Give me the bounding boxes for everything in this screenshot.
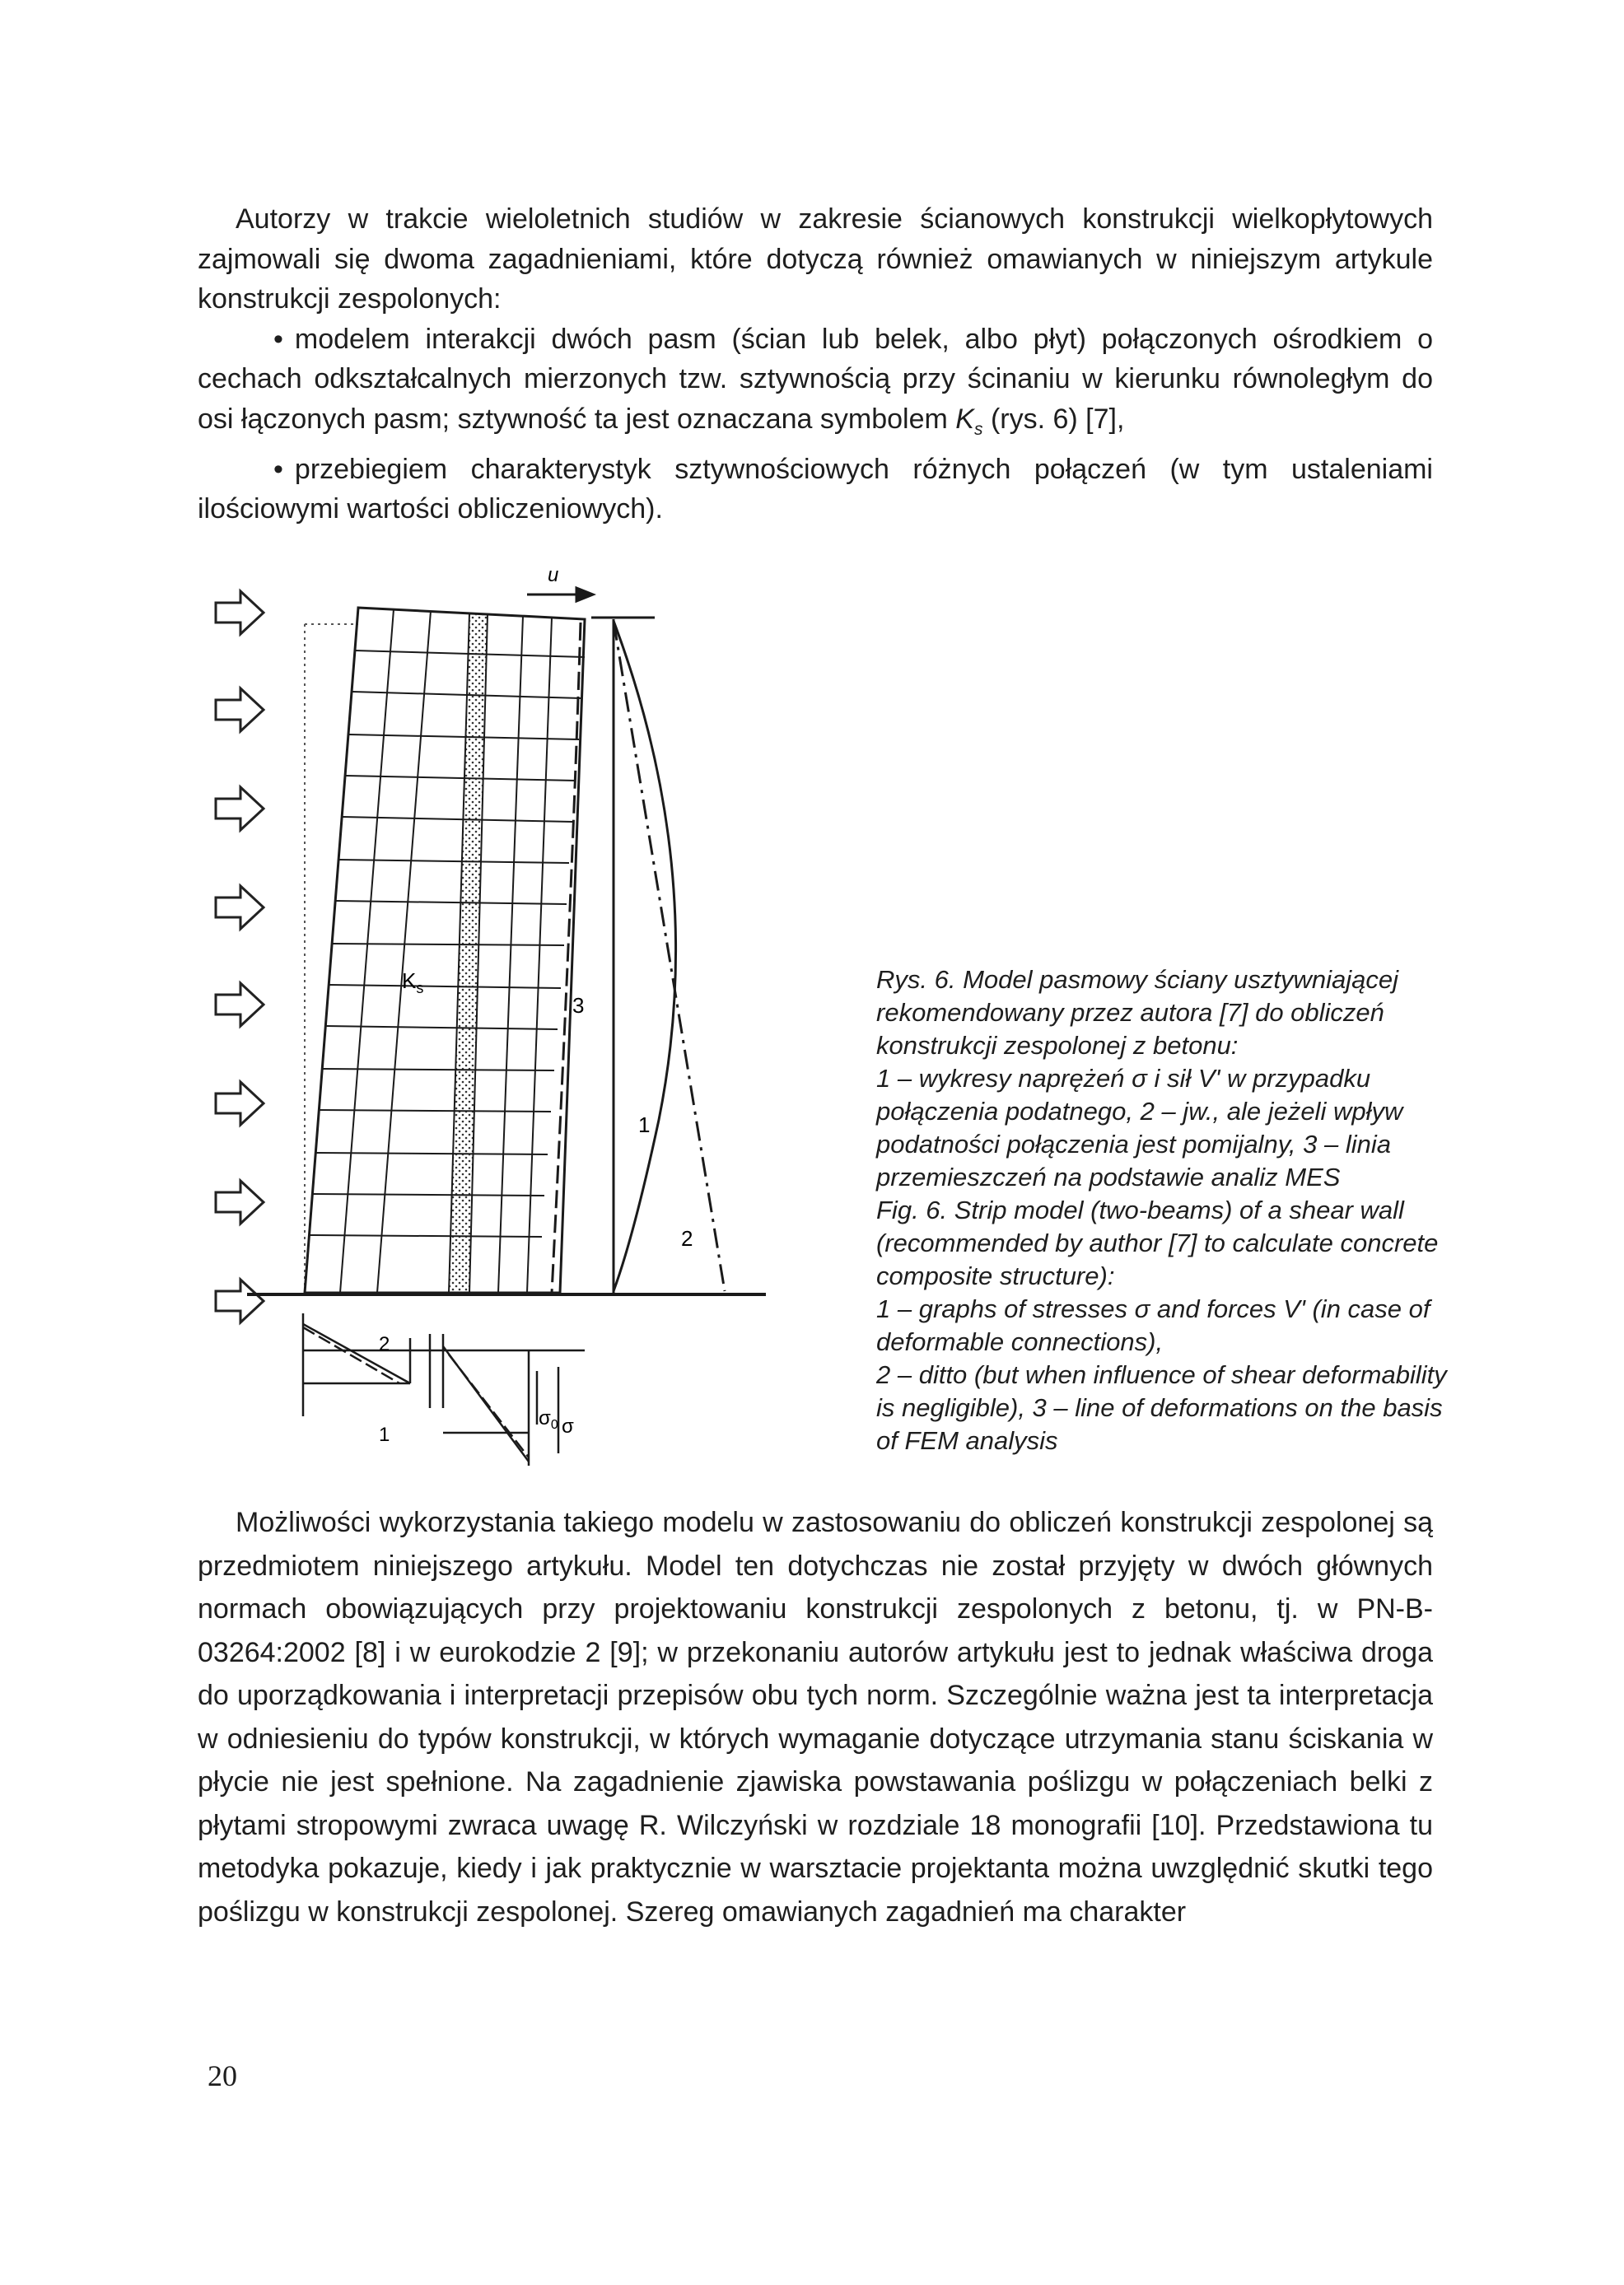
label-ks: $K_s$ (402, 968, 424, 996)
shear-strip (449, 613, 488, 1293)
label-sigma0: $\sigma_0$ (539, 1407, 558, 1432)
bullet-2-text: przebiegiem charakterystyk sztywnościowych różnych połączeń (w tym ustaleniami ilościowymi wartości obliczeniowych). (198, 453, 1433, 525)
load-arrow (216, 886, 264, 929)
label-1-bottom: 1 (379, 1424, 390, 1446)
deformed-wall (305, 608, 601, 1429)
page-number: 20 (208, 2059, 237, 2092)
bottom-stress-diagrams (303, 1313, 585, 1466)
bullet-mark: • (273, 323, 283, 355)
body-paragraph: Możliwości wykorzystania takiego modelu w zastosowaniu do obliczeń konstrukcji zespolonej są przedmiotem niniejszego artykułu. Model ten dotychczas nie został przyjęty w dwóch głównych normach obowiązujących przy projektowaniu konstrukcji zespolonych z betonu, tj. w PN-B-03264:2002 [8] i w eurokodzie 2 [9]; w przekonaniu autorów artykułu jest to jednak właściwa droga do uporządkowania i interpretacji przepisów obu tych norm. Szczególnie ważna jest ta interpretacja w odniesieniu do typów konstrukcji, w których wymaganie dotyczące utrzymania stanu ściskania w płycie nie jest spełnione. Na zagadnienie zjawiska powstawania poślizgu w połączeniach belki z płytami stropowymi zwraca uwagę R. Wilczyński w rozdziale 18 monografii [10]. Przedstawiona tu metodyka pokazuje, kiedy i jak praktycznie w warsztacie projektanta można uwzględnić skutki tego poślizgu w konstrukcji zespolonej. Szereg omawianych zagadnień ma charakter (198, 1507, 1433, 1928)
label-2: 2 (681, 1226, 693, 1251)
displacement-arrow (527, 588, 593, 601)
load-arrows (216, 591, 264, 1322)
label-u: u (548, 564, 559, 586)
ks-symbol: $K_s$ (955, 403, 983, 439)
bullet-mark: • (273, 453, 283, 485)
label-2-bottom: 2 (379, 1333, 390, 1355)
caption-pl-items: 1 – wykresy naprężeń σ i sił V' w przypadku połączenia podatnego, 2 – jw., ale jeżeli wpływ podatności połączenia jest pomijalny, 3 – linia przemieszczeń na podstawie analiz MES (876, 1064, 1403, 1191)
label-1: 1 (638, 1112, 651, 1137)
load-arrow (216, 1280, 264, 1322)
figure-caption (876, 963, 1453, 1457)
load-arrow (216, 787, 264, 830)
load-arrow (216, 1082, 264, 1125)
curve-1 (614, 621, 676, 1291)
stress-graphs (591, 618, 725, 1293)
bullet-item-1 (198, 319, 1433, 450)
caption-en-item-2: 2 – ditto (but when influence of shear deformability is negligible), 3 – line of deformations on the basis of FEM analysis (876, 1360, 1447, 1455)
load-arrow (216, 983, 264, 1026)
intro-text (198, 199, 1433, 529)
strip-model-figure (198, 560, 791, 1490)
bullet-item-2 (198, 450, 1433, 529)
caption-en-item-1: 1 – graphs of stresses σ and forces V' (in case of deformable connections), (876, 1294, 1430, 1356)
load-arrow (216, 688, 264, 731)
load-arrow (216, 1181, 264, 1224)
fem-deformation-line (552, 623, 581, 1293)
bullet-1-text-b: (rys. 6) [7], (990, 403, 1125, 435)
caption-pl: Rys. 6. Model pasmowy ściany usztywniającej rekomendowany przez autora [7] do obliczeń konstrukcji zespolonej z betonu: (876, 965, 1399, 1060)
wall-outline (305, 608, 585, 1293)
bullet-1-text-a: modelem interakcji dwóch pasm (ścian lub belek, albo płyt) połączonych ośrodkiem o cechach odkształcalnych mierzonych tzw. sztywnością przy ścinaniu w kierunku równoległym do osi łączonych pasm; sztywność ta jest oznaczana symbolem (198, 323, 1433, 435)
label-3: 3 (572, 993, 585, 1018)
caption-en: Fig. 6. Strip model (two-beams) of a shear wall (recommended by author [7] to calculate concrete composite structure): (876, 1196, 1439, 1290)
load-arrow (216, 591, 264, 634)
intro-paragraph: Autorzy w trakcie wieloletnich studiów w zakresie ścianowych konstrukcji wielkopłytowych zajmowali się dwoma zagadnieniami, które dotyczą również omawianych w niniejszym artykule konstrukcji zespolonych: (198, 203, 1433, 315)
label-sigma: σ (562, 1415, 574, 1438)
curve-2 (614, 621, 725, 1291)
